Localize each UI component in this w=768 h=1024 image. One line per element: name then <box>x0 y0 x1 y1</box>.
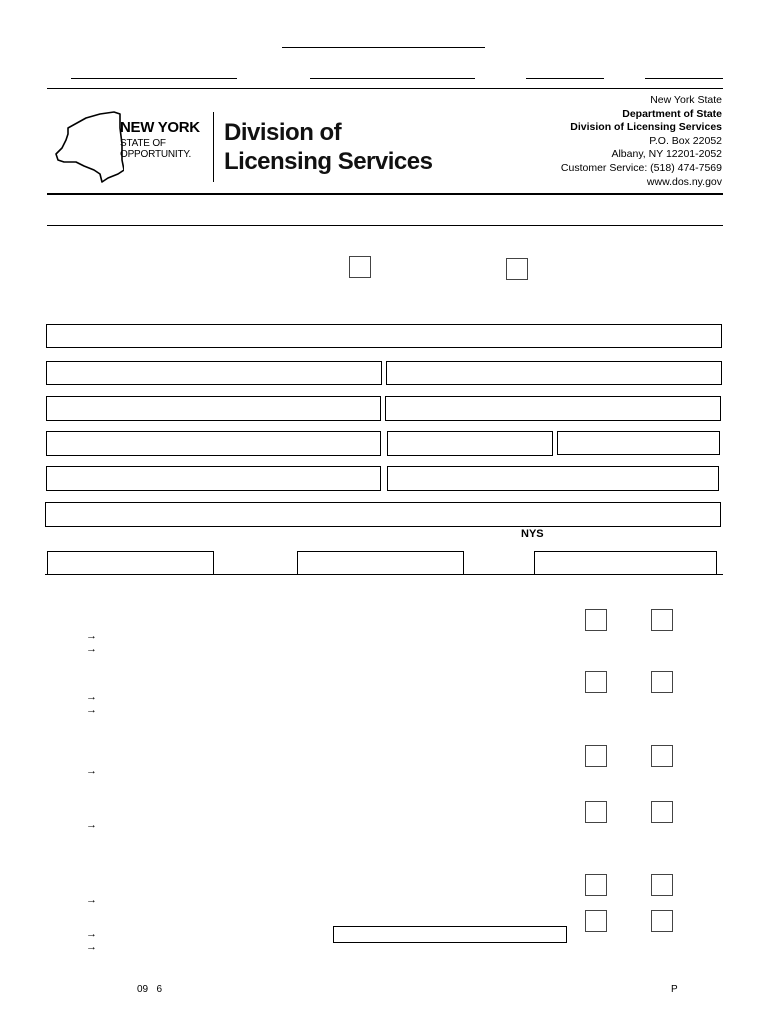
blank-line-1 <box>71 78 237 79</box>
q4-no-checkbox[interactable] <box>651 801 673 823</box>
field-row4-middle[interactable] <box>387 431 553 456</box>
blank-line-3 <box>526 78 604 79</box>
arrow-icon: → <box>86 928 97 940</box>
q1-yes-checkbox[interactable] <box>585 609 607 631</box>
agency-po-box: P.O. Box 22052 <box>649 134 722 147</box>
section-rule <box>47 225 723 226</box>
q5-no-checkbox[interactable] <box>651 874 673 896</box>
field-row5-left[interactable] <box>46 466 381 491</box>
type-checkbox-2[interactable] <box>506 258 528 280</box>
logo-state-of-opportunity: STATE OF OPPORTUNITY. <box>120 138 192 160</box>
arrow-icon: → <box>86 704 97 716</box>
arrow-icon: → <box>86 894 97 906</box>
q4-yes-checkbox[interactable] <box>585 801 607 823</box>
field-row7-3[interactable] <box>534 551 717 575</box>
field-row7-1[interactable] <box>47 551 214 575</box>
field-row7-2[interactable] <box>297 551 464 575</box>
page-indicator: P <box>671 984 678 995</box>
nys-label: NYS <box>521 528 544 540</box>
field-row2-left[interactable] <box>46 361 382 385</box>
logo-division-title: Division of Licensing Services <box>224 119 433 175</box>
agency-customer-service: Customer Service: (518) 474-7569 <box>560 161 722 174</box>
explanation-field[interactable] <box>333 926 567 943</box>
field-row4-left[interactable] <box>46 431 381 456</box>
q6-no-checkbox[interactable] <box>651 910 673 932</box>
title-blank-line <box>282 47 485 48</box>
q3-no-checkbox[interactable] <box>651 745 673 767</box>
field-row3-right[interactable] <box>385 396 721 421</box>
field-row5-right[interactable] <box>387 466 719 491</box>
type-checkbox-1[interactable] <box>349 256 371 278</box>
agency-website: www.dos.ny.gov <box>646 175 722 188</box>
field-row2-right[interactable] <box>386 361 722 385</box>
field-full-width-2[interactable] <box>45 502 721 527</box>
new-york-state-map-icon <box>54 110 124 184</box>
q2-no-checkbox[interactable] <box>651 671 673 693</box>
field-full-width-1[interactable] <box>46 324 722 348</box>
arrow-icon: → <box>86 691 97 703</box>
header-bottom-rule <box>47 193 723 195</box>
q5-yes-checkbox[interactable] <box>585 874 607 896</box>
header-top-rule <box>47 88 723 89</box>
arrow-icon: → <box>86 765 97 777</box>
form-code-left: 09 6 <box>137 984 163 995</box>
arrow-icon: → <box>86 643 97 655</box>
blank-line-4 <box>645 78 723 79</box>
q2-yes-checkbox[interactable] <box>585 671 607 693</box>
field-row3-left[interactable] <box>46 396 381 421</box>
blank-line-2 <box>310 78 475 79</box>
agency-state: New York State <box>650 94 722 106</box>
arrow-icon: → <box>86 819 97 831</box>
q1-no-checkbox[interactable] <box>651 609 673 631</box>
agency-division: Division of Licensing Services <box>570 121 722 134</box>
field-row4-right[interactable] <box>557 431 720 455</box>
field-row7-baseline <box>45 574 723 575</box>
agency-city: Albany, NY 12201-2052 <box>611 148 722 161</box>
arrow-icon: → <box>86 630 97 642</box>
q3-yes-checkbox[interactable] <box>585 745 607 767</box>
agency-department: Department of State <box>622 107 722 120</box>
q6-yes-checkbox[interactable] <box>585 910 607 932</box>
logo-new-york: NEW YORK <box>120 119 200 136</box>
logo-divider <box>213 112 214 182</box>
agency-address <box>561 94 722 189</box>
arrow-icon: → <box>86 941 97 953</box>
